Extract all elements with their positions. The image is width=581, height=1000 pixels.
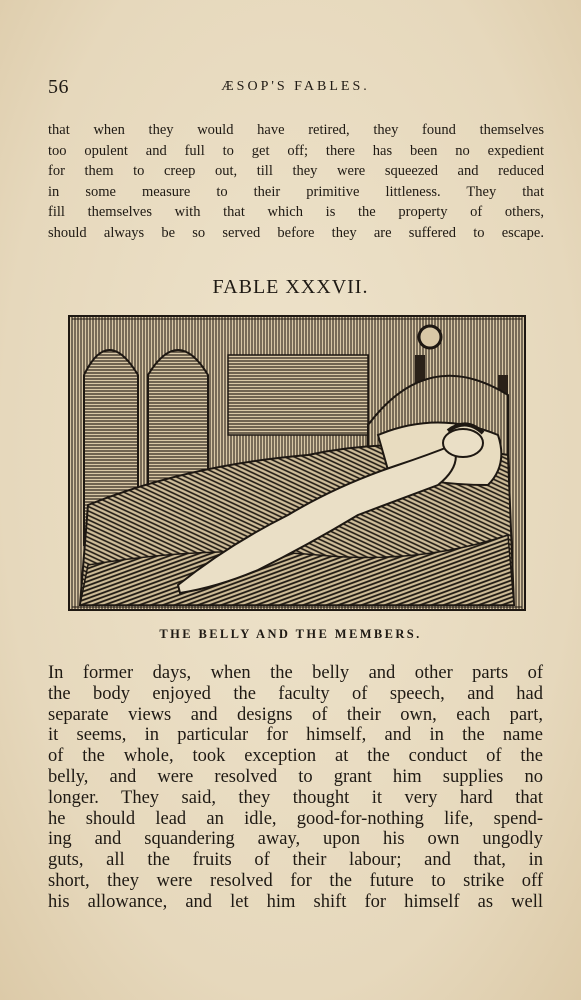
text-line: for them to creep out, till they were squeezed and reduced <box>48 163 544 179</box>
text-line: In former days, when the belly and other parts of <box>48 663 543 683</box>
illustration-caption: THE BELLY AND THE MEMBERS. <box>159 627 422 641</box>
text-line: should always be so served before they are suffered to escape. <box>48 224 544 241</box>
text-line: of the whole, took exception at the conduct of the <box>48 746 543 767</box>
text-line: the body enjoyed the faculty of speech, and had <box>48 683 543 704</box>
page-number: 56 <box>48 76 69 98</box>
text-line: in some measure to their primitive littleness. They that <box>48 183 544 200</box>
text-line: short, they were resolved for the future to strike off <box>48 870 543 891</box>
text-line: that when they would have retired, they found themselves <box>48 122 544 138</box>
text-line: it seems, in particular for himself, and in the name <box>48 725 543 746</box>
text-line: fill themselves with that which is the property of others, <box>48 204 544 220</box>
text-line: too opulent and full to get off; there has been no expedient <box>48 142 544 159</box>
running-head <box>48 76 543 102</box>
text-line: longer. They said, they thought it very hard that <box>48 787 543 808</box>
fable-body <box>48 663 543 913</box>
text-line: ing and squandering away, upon his own ungodly <box>48 829 543 850</box>
running-title: ÆSOP'S FABLES. <box>221 79 370 94</box>
fable-heading: FABLE XXXVII. <box>212 276 369 298</box>
text-line: guts, all the fruits of their labour; and that, in <box>48 850 543 871</box>
previous-fable-ending <box>48 120 544 243</box>
woodcut-illustration <box>68 315 526 611</box>
text-line: separate views and designs of their own, each part, <box>48 704 543 725</box>
text-line: belly, and were resolved to grant him supplies no <box>48 766 543 787</box>
text-line: his allowance, and let him shift for himself as well <box>48 891 543 912</box>
text-line: he should lead an idle, good-for-nothing life, spend- <box>48 808 543 829</box>
